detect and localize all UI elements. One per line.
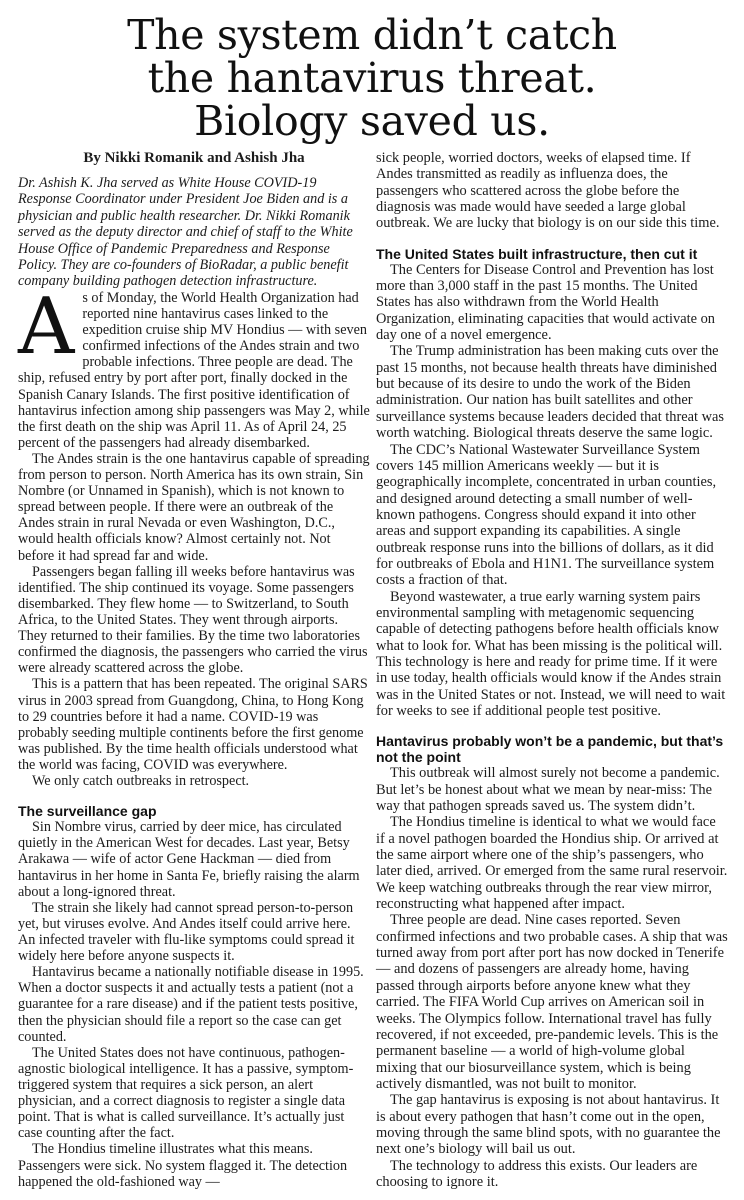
paragraph: Beyond wastewater, a true early warning system pairs environmental sampling with metagenomic sequencing capable of detecting pathogens before health officials know what to look for. What has been missing is the political will. This technology is here and ready for prime time. If it were in use today, health officials would know if the Andes strain was in the United States or not. Instead, we will need to wait for weeks to see if additional people test positive. [376,588,726,719]
paragraph: The Centers for Disease Control and Prevention has lost more than 3,000 staff in the past 15 months. The United States has also withdrawn from the World Health Organization, eliminating capacities that would activate on day one of a novel emergence. [376,261,716,344]
paragraph: This outbreak will almost surely not become a pandemic. But let’s be honest about what we mean by near-miss: The way that pathogen spreads saved us. The system didn’t. [376,765,720,815]
paragraph: sick people, worried doctors, weeks of elapsed time. If Andes transmitted as readily as influenza does, the passengers who scattered across the globe before the diagnosis was made would have seeded a large global outbreak. We are lucky that biology is on our side this time. [376,150,720,232]
paragraph: The technology to address this exists. Our leaders are choosing to ignore it. [376,1157,698,1190]
headline-line-3: Biology saved us. [194,97,550,145]
paragraph: The Hondius timeline is identical to what we would face if a novel pathogen boarded the Hondius ship. Or arrived at the same airport where one of the ship’s passengers, who later died, arrived. Or emerged from the same rural reservoir. We keep watching outbreaks through the rear view mirror, reconstructing what happened after impact. [376,814,728,913]
paragraph: The Hondius timeline illustrates what this means. Passengers were sick. No system flagged it. The detection happened the old-fashioned way — [18,1141,348,1190]
paragraph: The Trump administration has been making cuts over the past 15 months, not because health threats have diminished but because of its desire to undo the work of the Biden administration. Our nation has built satellites and other surveillance systems because leaders decided that threat was worth watching. Biological threats deserve the same logic. [376,343,725,442]
paragraph: Hantavirus became a nationally notifiable disease in 1995. When a doctor suspects it and actually tests a patient (not a guarantee for a rare disease) and if the patient tests positive, then the physician should file a report so the case can get counted. [18,964,364,1045]
section-heading: Hantavirus probably won’t be a pandemic, but that’s not the point [376,733,724,766]
drop-cap: A [18,281,75,372]
left-column [18,150,370,1190]
paragraph: The Andes strain is the one hantavirus capable of spreading from person to person. North America has its own strain, Sin Nombre (or Unnamed in Spanish), which is not known to spread between people. If there were an outbreak of the Andes strain in rural Nevada or even Washington, D.C., would health officials know? Almost certainly not. Not before it had spread far and wide. [18,450,370,564]
headline-line-1: The system didn’t catch [127,11,617,59]
paragraph: This is a pattern that has been repeated. The original SARS virus in 2003 spread from Guangdong, China, to Hong Kong to 29 countries before it had a name. COVID-19 was probably seeding multiple continents before the first genome was published. By the time health officials understood what the world was facing, COVID was everywhere. [18,676,368,774]
paragraph: The CDC’s National Wastewater Surveillance System covers 145 million Americans weekly — but it is geographically incomplete, concentrated in urban counties, and designed around detecting a small number of well-known pathogens. Congress should expand it into other areas and support expanding its capabilities. A single outbreak response runs into the billions of dollars, as it did for outbreaks of Ebola and H1N1. The surveillance system costs a fraction of that. [376,441,717,589]
lead-paragraph [18,281,370,451]
byline: By Nikki Romanik and Ashish Jha [83,150,305,166]
author-bio: Dr. Ashish K. Jha served as White House COVID-19 Response Coordinator under President Joe Biden and is a physician and public health researcher. Dr. Nikki Romanik served as the deputy director and chief of staff to the White House Office of Pandemic Preparedness and Response Policy. They are co-founders of BioRadar, a public benefit company building pathogen detection infrastructure. [18,175,353,290]
paragraph: Sin Nombre virus, carried by deer mice, has circulated quietly in the American West for decades. Last year, Betsy Arakawa — wife of actor Gene Hackman — died from hantavirus in her home in Santa Fe, briefly raising the alarm about a long-ignored threat. [18,819,360,900]
section-heading: The surveillance gap [18,803,157,820]
section-heading: The United States built infrastructure, then cut it [376,245,698,262]
paragraph: The United States does not have continuous, pathogen-agnostic biological intelligence. It has a passive, symptom-triggered system that requires a sick person, an alert physician, and a correct diagnosis to register a single data point. That is what is called surveillance. It’s actually just case counting after the fact. [18,1044,354,1142]
right-column [376,150,728,1190]
lead-text: s of Monday, the World Health Organization had reported nine hantavirus cases linked to the expedition cruise ship MV Hondius — with seven confirmed infections of the Andes strain and two probable infections. Three people are dead. The ship, refused entry by port after port, finally docked in the Spanish Canary Islands. The first positive identification of hantavirus infection among ship passengers was May 2, while the first death on the ship was April 11. As of April 24, 25 percent of the passengers had already disembarked. [18,289,370,451]
headline [0,11,744,145]
paragraph: The strain she likely had cannot spread person-to-person yet, but viruses evolve. And Andes itself could arrive here. An infected traveler with flu-like symptoms could spread it widely here before anyone suspects it. [18,899,355,965]
paragraph: Passengers began falling ill weeks before hantavirus was identified. The ship continued its voyage. Some passengers disembarked. They flew home — to Switzerland, to South Africa, to the United States. They went through airports. They returned to their families. By the time two laboratories confirmed the diagnosis, the passengers who carried the virus were already scattered across the globe. [18,563,368,677]
headline-line-2: the hantavirus threat. [147,54,597,102]
paragraph: We only catch outbreaks in retrospect. [32,773,250,790]
paragraph: Three people are dead. Nine cases reported. Seven confirmed infections and two probable cases. A ship that was turned away from port after port has now docked in Tenerife — and dozens of passengers are already home, having passed through airports before anyone knew what they carried. The FIFA World Cup arrives on American soil in weeks. The Olympics follow. International travel has fully recovered, if not exceeded, pre-pandemic levels. This is the permanent baseline — a world of high-volume global mixing that our biosurveillance system, which is being actively dismantled, was not built to monitor. [376,912,728,1092]
paragraph: The gap hantavirus is exposing is not about hantavirus. It is about every pathogen that hasn’t come out in the open, moving through the same blind spots, with no guarantee the next one’s biology will bail us out. [376,1092,721,1158]
